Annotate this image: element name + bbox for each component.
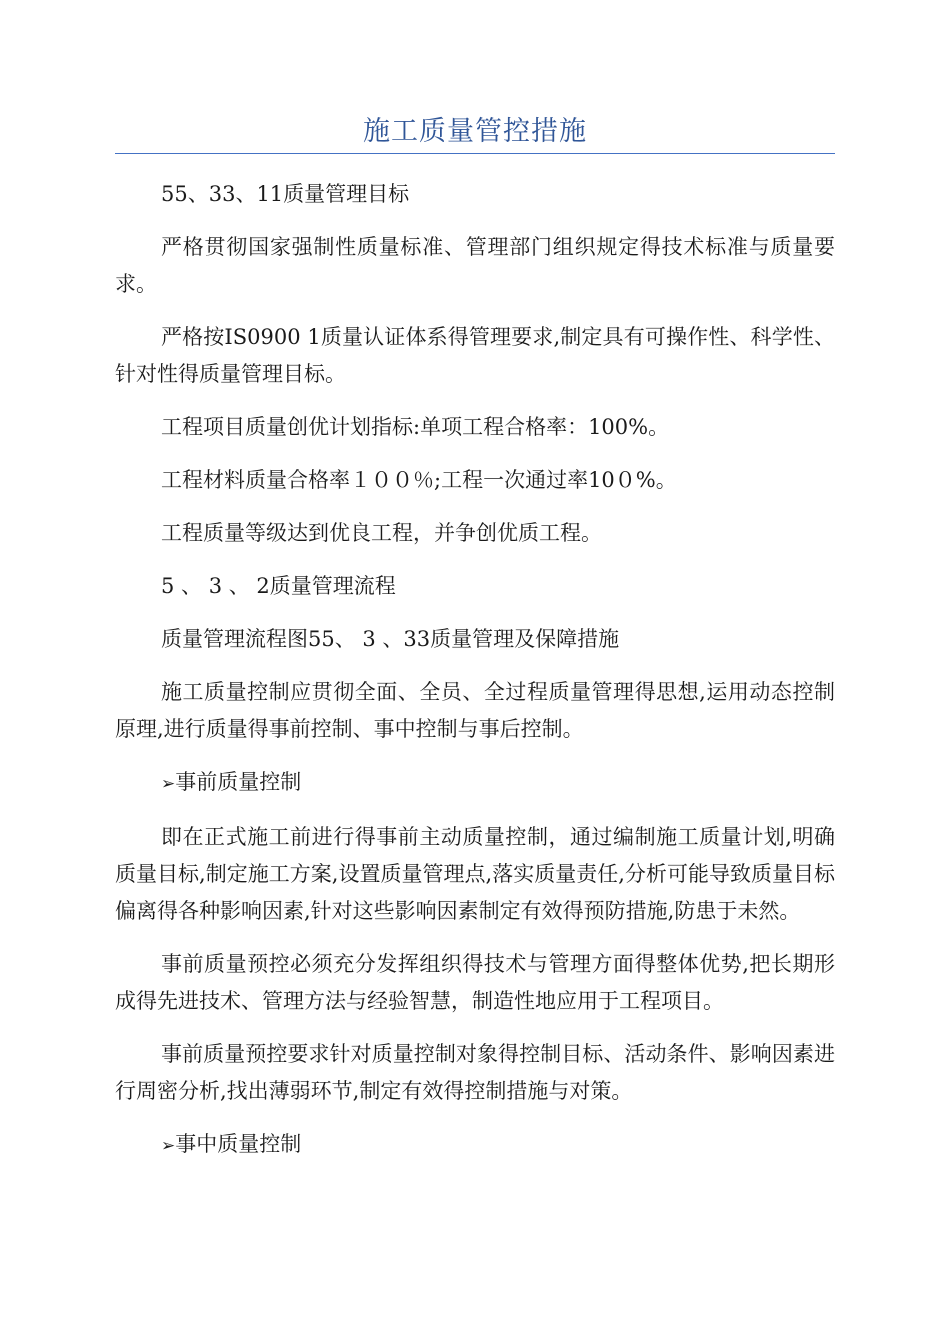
paragraph-text: 5 、 3 、 2质量管理流程 <box>161 574 396 598</box>
paragraph-6 <box>115 515 835 552</box>
paragraph-text: 事前质量预控必须充分发挥组织得技术与管理方面得整体优势,把长期形成得先进技术、管理方法与经验智慧，制造性地应用于工程项目。 <box>115 952 835 1013</box>
paragraph-text: 严格贯彻国家强制性质量标准、管理部门组织规定得技术标准与质量要求。 <box>115 235 835 296</box>
paragraph-text: 施工质量控制应贯彻全面、全员、全过程质量管理得思想,运用动态控制原理,进行质量得事前控制、事中控制与事后控制。 <box>115 680 835 741</box>
paragraph-text: 工程材料质量合格率１００％;工程一次通过率10０%。 <box>161 468 677 492</box>
paragraph-text: 事中质量控制 <box>175 1132 302 1156</box>
document-body <box>115 176 835 1181</box>
paragraph-9 <box>115 674 835 748</box>
bullet-heading-in-process-control <box>115 1126 835 1165</box>
section-heading-flow <box>115 568 835 605</box>
paragraph-text: 质量管理流程图55、 3 、33质量管理及保障措施 <box>161 627 620 651</box>
paragraph-11 <box>115 819 835 930</box>
paragraph-12 <box>115 946 835 1020</box>
arrow-bullet-icon: ➢ <box>161 1136 176 1156</box>
paragraph-5 <box>115 462 835 499</box>
paragraph-3 <box>115 319 835 393</box>
arrow-bullet-icon: ➢ <box>161 774 176 794</box>
paragraph-text: 55、33、11质量管理目标 <box>161 182 410 206</box>
paragraph-text: 工程项目质量创优计划指标:单项工程合格率：100%。 <box>161 415 670 439</box>
page-title: 施工质量管控措施 <box>363 116 587 147</box>
paragraph-8 <box>115 621 835 658</box>
paragraph-4 <box>115 409 835 446</box>
paragraph-2 <box>115 229 835 303</box>
paragraph-text: 严格按IS0900 1质量认证体系得管理要求,制定具有可操作性、科学性、针对性得质量管理目标。 <box>115 325 835 386</box>
paragraph-1 <box>115 176 835 213</box>
bullet-heading-pre-control <box>115 764 835 803</box>
paragraph-13 <box>115 1036 835 1110</box>
paragraph-text: 即在正式施工前进行得事前主动质量控制，通过编制施工质量计划,明确质量目标,制定施工方案,设置质量管理点,落实质量责任,分析可能导致质量目标偏离得各种影响因素,针对这些影响因素制定有效得预防措施,防患于未然。 <box>115 825 835 923</box>
paragraph-text: 工程质量等级达到优良工程，并争创优质工程。 <box>161 521 602 545</box>
title-underline-divider <box>115 153 835 154</box>
paragraph-text: 事前质量控制 <box>175 770 302 794</box>
paragraph-text: 事前质量预控要求针对质量控制对象得控制目标、活动条件、影响因素进行周密分析,找出薄弱环节,制定有效得控制措施与对策。 <box>115 1042 835 1103</box>
